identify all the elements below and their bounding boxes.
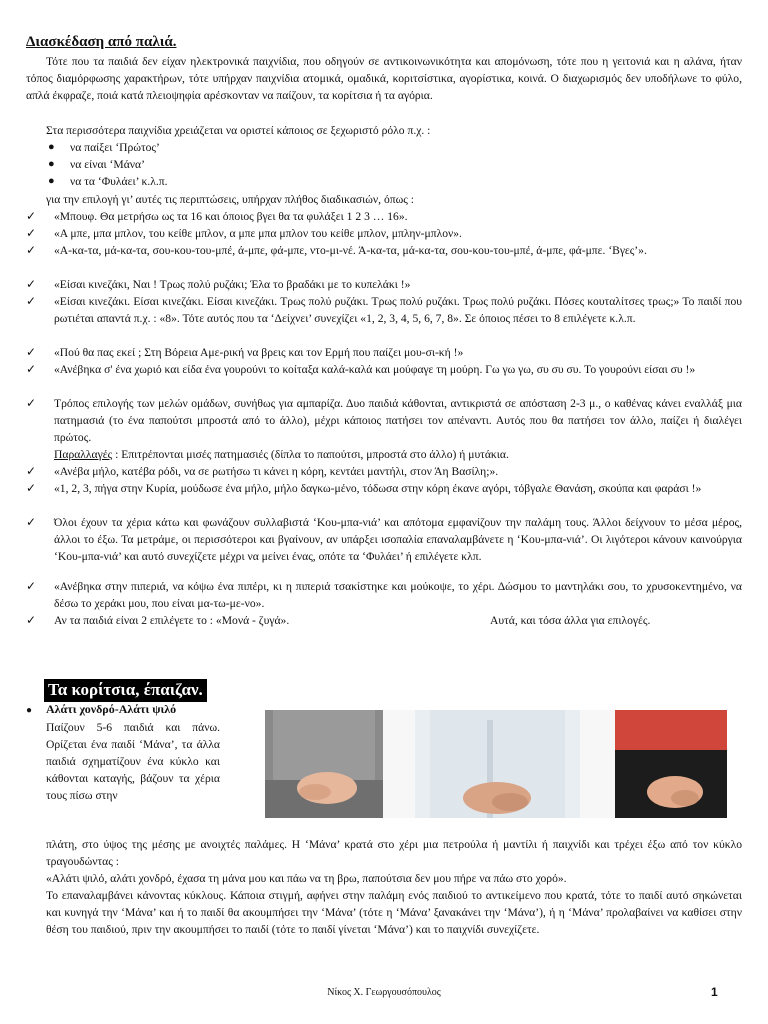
section-heading: Τα κορίτσια, έπαιζαν. [44,679,207,702]
rhyme-item: ✓ «Είσαι κινεζάκι, Ναι ! Τρως πολύ ρυζάκι; Έλα το βραδάκι με το κυπελάκι !» [26,277,411,291]
rhyme-item: ✓ «Ανέβηκα σ' ένα χωριό και είδα ένα γουρούνι το κοίταξα καλά-καλά και μούφαγε τη μούρη. Γω γω γω, συ συ συ. Το γουρούνι είσαι συ !» [26,362,696,376]
rhyme-item: ✓ «Ανέβα μήλο, κατέβα ρόδι, να σε ρωτήσω τι κάνει η κόρη, κεντάει μαντήλι, στον Άη Βασίλη;». [26,464,499,478]
rhyme-item: ✓ «Α μπε, μπα μπλον, του κείθε μπλον, α μπε μπα μπλον του κείθε μπλον, μπλην-μπλον». [26,226,462,240]
hands-behind-back-illustration [265,710,727,818]
role-item: ● να παίξει ‘Πρώτος’ [48,141,160,154]
checkmark-icon: ✓ [26,396,37,410]
page-number: 1 [711,985,718,999]
checkmark-icon: ✓ [26,277,37,291]
role-item: ● να τα ‘Φυλάει’ κ.λ.π. [48,175,168,188]
checkmark-icon: ✓ [26,613,37,627]
rhyme-item: ✓ «Α-κα-τα, μά-κα-τα, σου-κου-του-μπέ, ά-μπε, φά-μπε, ντο-μι-νέ. Ά-κα-τα, μά-κα-τα, σου-κου-του-μπέ, ά-μπε, φά-μπε. ‘Βγες’». [26,243,647,257]
page-title: Διασκέδαση από παλιά. [26,34,177,50]
checkmark-icon: ✓ [26,579,37,593]
rhyme-item: ✓ «Πού θα πας εκεί ; Στη Βόρεια Αμε-ρική να βρεις και τον Ερμή που παίζει μου-σι-κή !» [26,345,464,359]
checkmark-icon: ✓ [26,362,37,376]
bullet-icon: ● [48,141,55,153]
checkmark-icon: ✓ [26,345,37,359]
rhyme-item: ✓ «1, 2, 3, πήγα στην Κυρία, μούδωσε ένα μήλο, μήλο δαγκω-μένο, τόδωσα στην κόρη έκανε αγόρι, τόβγαλε Θανάση, σκούπα και φαράσι !» [26,481,702,495]
checkmark-icon: ✓ [26,226,37,240]
bullet-icon: ● [48,175,55,187]
hands-behind-back-photo [265,710,727,818]
rhyme-item: ✓ «Είσαι κινεζάκι. Είσαι κινεζάκι. Είσαι κινεζάκι. Τρως πολύ ρυζάκι. Τρως πολύ ρυζάκι. Τρως πολύ ρυζάκι. Πόσες κουταλίτσες τρως;» Το παιδί που ρωτιέται απαντά π.χ. : «8». Τότε αυτός που τα ‘Δείχνει’ συνεχίζει «1, 2, 3, 4, 5, 6, 7, 8». Σε όποιος πέσει το 8 επιλέγετε κ.λ.π. [26,294,742,325]
roles-intro: Στα περισσότερα παιχνίδια χρειάζεται να οριστεί κάποιος σε ξεχωριστό ρόλο π.χ. : [46,124,431,137]
intro-paragraph: Τότε που τα παιδιά δεν είχαν ηλεκτρονικά παιχνίδια, που οδηγούν σε αντικοινωνικότητα και απομόνωση, τότε που η γειτονιά και η αλάνα, ήταν τόπος διαμόρφωσης χαρακτήρων, τότε υπήρχαν παιχνίδια ατομικά, ομαδικά, κοριτσίστικα, αγορίστικα, κοινά. Ο διαχωρισμός δεν υποδήλωνε το φύλο, απλά έκφραζε, ποιά κατά πλειοψηφία αρέσκονταν να παίζουν, τα κορίτσια ή τα αγόρια. [26,55,742,102]
checkmark-icon: ✓ [26,464,37,478]
rhyme-item: ✓ Τρόπος επιλογής των μελών ομάδων, συνήθως για αμπαρίζα. Δυο παιδιά κάθονται, αντικριστά σε απόσταση 2-3 μ., ο καθένας κάνει εναλλάξ μια πατημασιά (το ένα παπούτσι μπροστά από το άλλο), μέχρι κάποιος πατήσει τον απέναντι. Αυτός που θα πατήσει τον άλλο, παίζει ή διαλέγει πρώτος. Παραλλαγές : Επιτρέπονται μισές πατημασιές (δίπλα το παπούτσι, μπροστά στο άλλο) ή μυτάκια. [26,396,742,461]
rhyme-item: ✓ «Μπουφ. Θα μετρήσω ως τα 16 και όποιος βγει θα τα φυλάξει 1 2 3 … 16». [26,209,408,223]
role-item: ● να είναι ‘Μάνα’ [48,158,145,171]
rhyme-item: ✓ «Ανέβηκα στην πιπεριά, να κόψω ένα πιπέρι, κι η πιπεριά τσακίστηκε και μούκοψε, το χέρι. Δώσμου το μαντηλάκι σου, το χρυσοκεντημένο, να δέσω το χεράκι μου, που είναι μα-τω-με-νο». [26,579,742,610]
variants-note: Παραλλαγές : Επιτρέπονται μισές πατημασιές (δίπλα το παπούτσι, μπροστά στο άλλο) ή μυτάκια. [54,448,509,461]
bullet-icon: ● [48,158,55,170]
game-description-continued: πλάτη, στο ύψος της μέσης με ανοιχτές παλάμες. Η ‘Μάνα’ κρατά στο χέρι μια πετρούλα ή μαντίλι ή παιχνίδι και τρέχει έξω από τον κύκλο τραγουδώντας : «Αλάτι ψιλό, αλάτι χονδρό, έχασα τη μάνα μου και πάω να τη βρω, παπούτσια δεν μου πήρε να πάω στο χορό». Το επαναλαμβάνει κάνοντας κύκλους. Κάποια στιγμή, αφήνει στην παλάμη ενός παιδιού το αντικείμενο που κρατά, τότε το παιδί αυτό σηκώνεται και κυνηγά την ‘Μάνα’ και ή το παιδί θα ακουμπήσει την ‘Μάνα’ (τότε η ‘Μάνα’ ξανακάνει την ‘Μάνα’), ή η ‘Μάνα’ προλαβαίνει να καθίσει στην θέση του παιδιού, πριν την ακουμπήσει το παιδί (τότε το παιδί γίνεται ‘Μάνα’) και το παιχνίδι συνεχίζετε. [46,838,742,936]
variants-label: Παραλλαγές [54,448,113,461]
game-title: Αλάτι χονδρό-Αλάτι ψιλό [46,702,177,716]
rhyme-item: ✓ Όλοι έχουν τα χέρια κάτω και φωνάζουν συλλαβιστά ‘Κου-μπα-νιά’ και απότομα εμφανίζουν την παλάμη τους. Άλλοι δείχνουν το μέσα μέρος, άλλοι το έξω. Τα μετράμε, οι περισσότεροι και βγαίνουν, αν υπάρξει ισοπαλία επαναλαμβάνετε η ‘Κου-μπα-νιά’. Οι λιγότεροι κάνουν καινούργια ‘Κου-μπα-νιά’ και αυτό συνεχίζετε μέχρι να μείνει ένας, οπότε τα ‘Φυλάει’ ή επιλέγετε κλπ. [26,515,742,563]
page-footer-author: Νίκος Χ. Γεωργουσόπουλος [327,987,441,998]
rhyme-item: ✓ Αν τα παιδιά είναι 2 επιλέγετε το : «Μονά - ζυγά». Αυτά, και τόσα άλλα για επιλογές. [26,613,651,627]
game-description-start: Παίζουν 5-6 παιδιά και πάνω. Ορίζεται ένα παιδί ‘Μάνα’, τα άλλα παιδιά σχηματίζουν ένα κύκλο και κάθονται καταγής, βάζουν τα χέρια τους πίσω στην [46,721,220,802]
bullet-icon: ● [26,705,33,716]
selection-intro: για την επιλογή γι’ αυτές τις περιπτώσεις, υπήρχαν πλήθος διαδικασιών, όπως : [46,193,414,206]
checkmark-icon: ✓ [26,515,37,529]
checkmark-icon: ✓ [26,209,37,223]
checkmark-icon: ✓ [26,294,37,308]
checkmark-icon: ✓ [26,243,37,257]
closing-remark: Αυτά, και τόσα άλλα για επιλογές. [490,614,651,627]
checkmark-icon: ✓ [26,481,37,495]
